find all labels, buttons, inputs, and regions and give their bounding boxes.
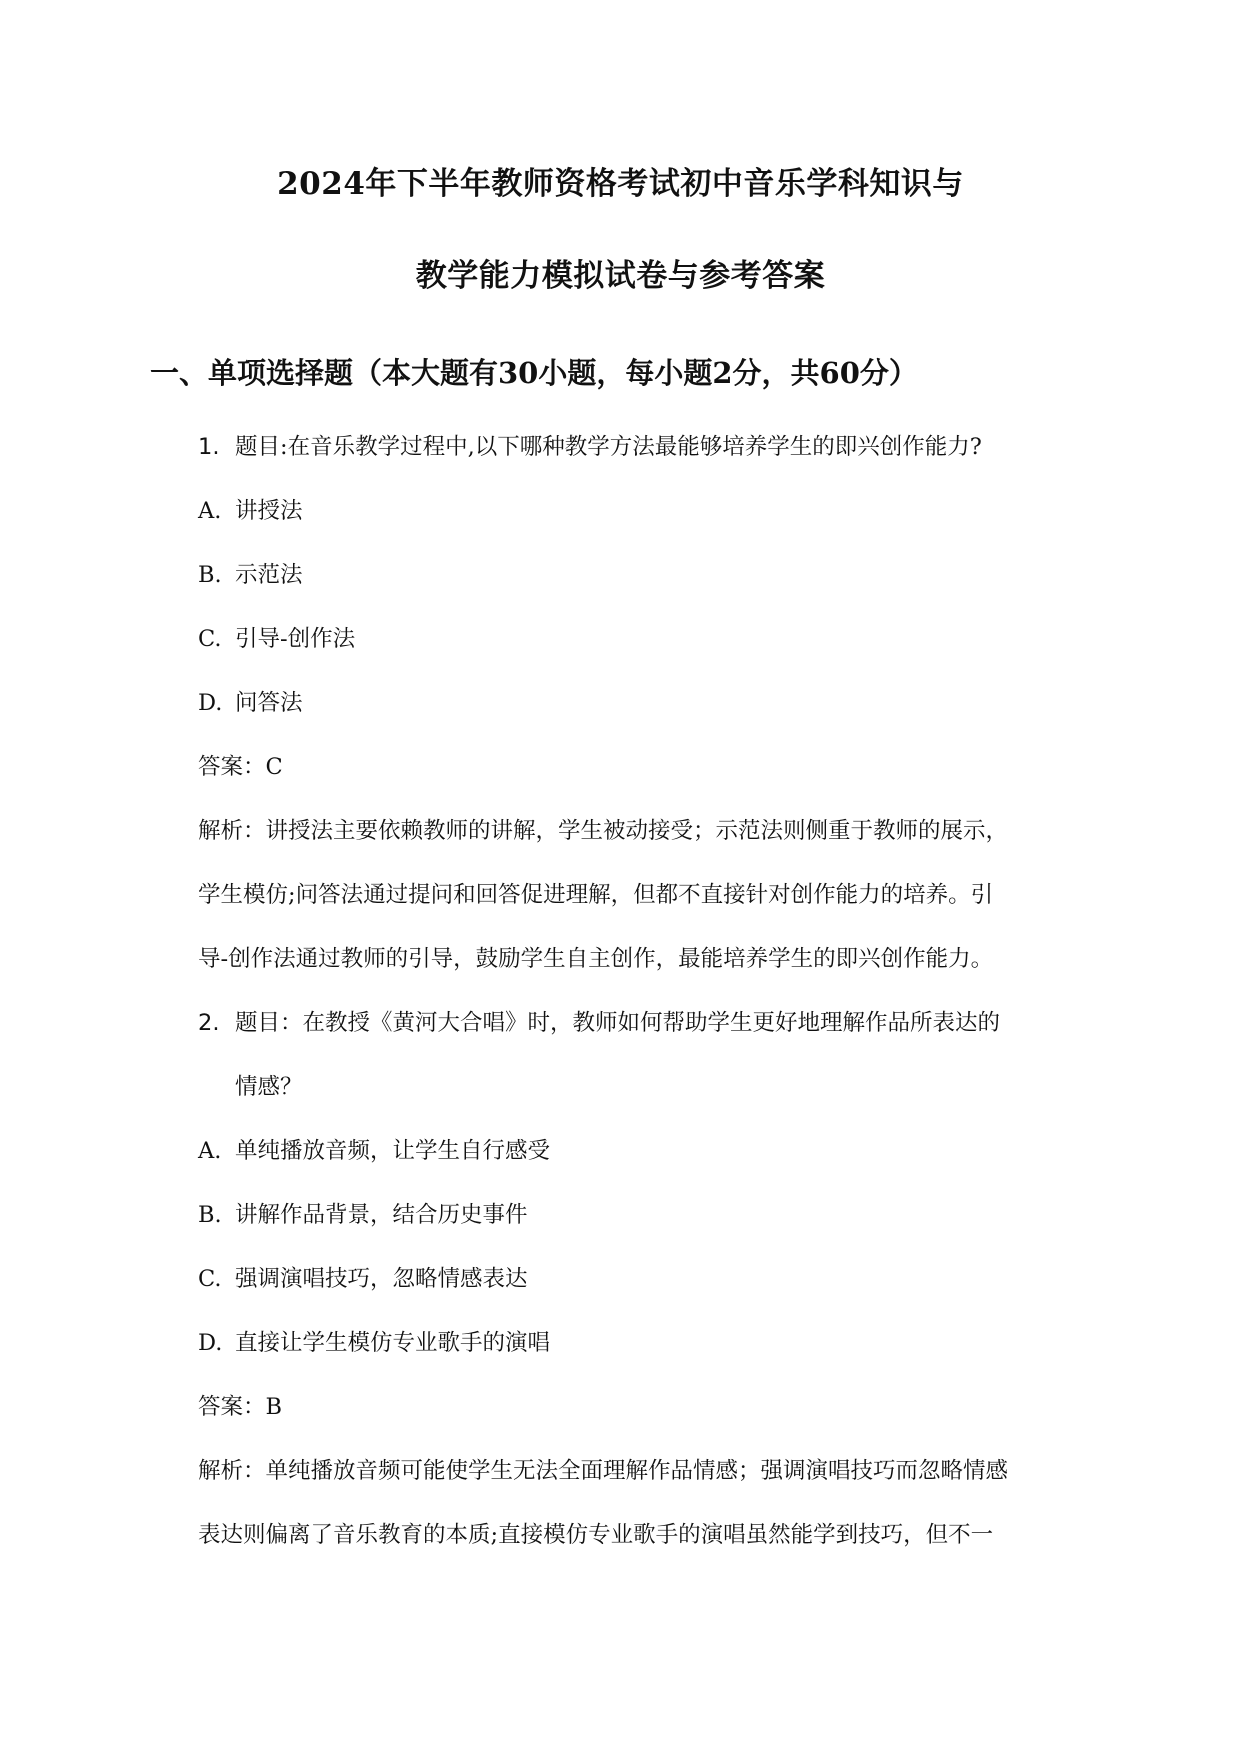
question-2-option-c <box>198 1268 528 1291</box>
question-1-option-c <box>198 628 355 651</box>
question-2-number: 2. <box>198 1010 220 1036</box>
document-title-line-1: 2024年下半年教师资格考试初中音乐学科知识与 <box>277 166 964 202</box>
option-key: C. <box>198 1266 222 1292</box>
document-title-line-2: 教学能力模拟试卷与参考答案 <box>415 258 826 294</box>
option-text: 讲解作品背景，结合历史事件 <box>235 1202 528 1228</box>
question-1-analysis-line-1: 解析：讲授法主要依赖教师的讲解，学生被动接受；示范法则侧重于教师的展示， <box>198 818 1009 844</box>
option-key: D. <box>198 1330 223 1356</box>
question-2-analysis-line-1: 解析：单纯播放音频可能使学生无法全面理解作品情感；强调演唱技巧而忽略情感 <box>198 1458 1009 1484</box>
option-key: B. <box>198 562 222 588</box>
option-text: 引导-创作法 <box>235 626 356 652</box>
question-2-analysis-line-2: 表达则偏离了音乐教育的本质;直接模仿专业歌手的演唱虽然能学到技巧，但不一 <box>198 1522 994 1548</box>
option-text: 讲授法 <box>235 498 303 524</box>
option-key: D. <box>198 690 223 716</box>
option-text: 强调演唱技巧，忽略情感表达 <box>235 1266 528 1292</box>
question-2-stem <box>198 1012 1000 1035</box>
question-2-stem-text: 题目：在教授《黄河大合唱》时，教师如何帮助学生更好地理解作品所表达的 <box>235 1010 1001 1036</box>
option-key: B. <box>198 1202 222 1228</box>
option-key: A. <box>198 498 222 524</box>
question-1-analysis-line-3: 导-创作法通过教师的引导，鼓励学生自主创作，最能培养学生的即兴创作能力。 <box>198 946 994 972</box>
question-2-option-b <box>198 1204 528 1227</box>
question-2-option-d <box>198 1332 550 1355</box>
question-1-option-d <box>198 692 303 715</box>
question-2-stem-continuation: 情感？ <box>235 1074 303 1100</box>
question-2-option-a <box>198 1140 550 1163</box>
question-1-option-a <box>198 500 303 523</box>
option-text: 问答法 <box>235 690 303 716</box>
option-text: 单纯播放音频，让学生自行感受 <box>235 1138 551 1164</box>
question-1-number: 1. <box>198 434 220 460</box>
option-text: 直接让学生模仿专业歌手的演唱 <box>235 1330 551 1356</box>
option-key: A. <box>198 1138 222 1164</box>
question-1-stem <box>198 436 982 459</box>
option-text: 示范法 <box>235 562 303 588</box>
question-1-stem-text: 题目:在音乐教学过程中,以下哪种教学方法最能够培养学生的即兴创作能力? <box>235 434 982 460</box>
section-heading-single-choice: 一、单项选择题（本大题有30小题，每小题2分，共60分） <box>150 356 918 390</box>
question-1-answer: 答案：C <box>198 754 283 780</box>
question-1-analysis-line-2: 学生模仿;问答法通过提问和回答促进理解，但都不直接针对创作能力的培养。引 <box>198 882 994 908</box>
question-2-answer: 答案：B <box>198 1394 283 1420</box>
question-1-option-b <box>198 564 303 587</box>
option-key: C. <box>198 626 222 652</box>
